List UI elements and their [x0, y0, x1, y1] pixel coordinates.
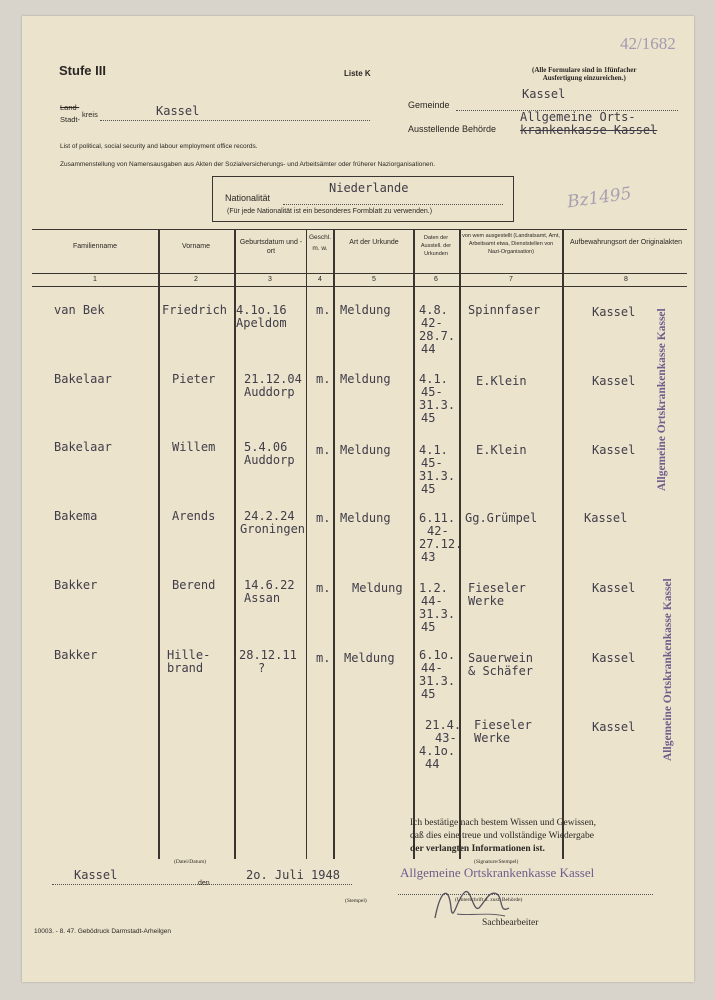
- signature-stamp-label: (Signature/Stempel): [474, 859, 519, 865]
- date-line: 45: [421, 687, 436, 701]
- date-line: 31.3.: [419, 674, 456, 688]
- col-header-3: Geburtsdatum und -ort: [239, 239, 303, 255]
- document-type: Meldung: [352, 581, 403, 595]
- date-line: 27.12.: [419, 537, 463, 551]
- col-header-5: Art der Urkunde: [349, 239, 399, 246]
- clerk-label: Sachbearbeiter: [482, 918, 539, 928]
- form-note-line1: (Alle Formulare sind in 1fünfacher: [532, 66, 637, 74]
- archive-location: Kassel: [592, 305, 636, 319]
- den-label: den: [198, 880, 210, 887]
- nationality-line: [283, 204, 503, 205]
- sex: m.: [316, 511, 331, 525]
- date-line: 42-: [421, 316, 443, 330]
- sex: m.: [316, 651, 331, 665]
- date-line: 21.4.: [425, 718, 462, 732]
- side-stamp-upper: Allgemeine Ortskrankenkasse Kassel: [656, 308, 668, 491]
- col-divider-4: [333, 229, 335, 859]
- authority-value: [520, 111, 657, 137]
- document-page: [22, 16, 694, 982]
- birth-date: 21.12.04: [244, 372, 302, 386]
- document-type: Meldung: [340, 303, 391, 317]
- surname: Bakelaar: [54, 440, 112, 454]
- issuer: E.Klein: [476, 443, 527, 457]
- date-value: 2o. Juli 1948: [246, 868, 340, 882]
- sex: m.: [316, 581, 331, 595]
- certify-line-2: daß dies eine treue und vollständige Wiedergabe: [410, 831, 594, 841]
- date-label: (Datei/Datum): [174, 859, 207, 865]
- surname: van Bek: [54, 303, 105, 317]
- col-divider-7: [562, 229, 564, 859]
- seal-label: (Stempel): [345, 898, 367, 904]
- col-header-2: Vorname: [181, 243, 211, 250]
- archive-location: Kassel: [592, 581, 636, 595]
- date-line: 45-: [421, 385, 443, 399]
- col-header-4: Geschl. m. w.: [308, 234, 332, 252]
- birth-date: 28.12.11: [239, 648, 297, 662]
- municipality-label: Gemeinde: [408, 100, 450, 110]
- firstname: Arends: [172, 509, 216, 523]
- col-number-3: 3: [268, 276, 272, 283]
- archive-location: Kassel: [592, 443, 636, 457]
- date-line: 4.1o.: [419, 744, 456, 758]
- col-number-1: 1: [93, 276, 97, 283]
- col-header-8: Aufbewahrungsort der Originalakten: [569, 239, 683, 246]
- date-line: 42-: [427, 524, 449, 538]
- institution-stamp: Allgemeine Ortskrankenkasse Kassel: [400, 865, 595, 880]
- firstname: Pieter: [172, 372, 216, 386]
- col-divider-3: [306, 229, 307, 859]
- col-number-8: 8: [624, 276, 628, 283]
- archive-location: Kassel: [592, 374, 636, 388]
- firstname-continued: brand: [167, 661, 204, 675]
- surname: Bakker: [54, 578, 98, 592]
- nationality-label: Nationalität: [225, 193, 271, 203]
- col-header-6: Daten der Ausstell. der Urkunden: [420, 235, 452, 257]
- municipality-value: Kassel: [522, 87, 566, 101]
- birth-place: Auddorp: [244, 385, 295, 399]
- birth-place: Assan: [244, 591, 281, 605]
- sex: m.: [316, 303, 331, 317]
- date-line: 4.1.: [419, 443, 448, 457]
- issuer: & Schäfer: [468, 664, 534, 678]
- col-divider-1: [158, 229, 160, 859]
- issuer: Werke: [468, 594, 505, 608]
- birth-place: Auddorp: [244, 453, 295, 467]
- date-line: 44: [425, 757, 440, 771]
- certify-line-1: Ich bestätige nach bestem Wissen und Gewissen,: [410, 818, 596, 828]
- authority-value-line2: krankenkasse Kassel: [520, 123, 658, 137]
- date-line: 44-: [421, 661, 443, 675]
- surname: Bakker: [54, 648, 98, 662]
- date-line: 31.3.: [419, 469, 456, 483]
- form-note: [532, 66, 636, 82]
- col-header-1: Familienname: [73, 243, 117, 250]
- birth-place: ?: [258, 661, 266, 675]
- side-stamp-lower: Allgemeine Ortskrankenkasse Kassel: [662, 578, 674, 761]
- archive-location: Kassel: [584, 511, 628, 525]
- issuer: Fieseler: [474, 718, 532, 732]
- date-line: 4.8.: [419, 303, 448, 317]
- issuer: Sauerwein: [468, 651, 534, 665]
- firstname: Berend: [172, 578, 216, 592]
- birth-date: 4.1o.16: [236, 303, 287, 317]
- col-number-7: 7: [509, 276, 513, 283]
- sex: m.: [316, 443, 331, 457]
- english-description: List of political, social security and labour employment office records.: [60, 143, 258, 150]
- district-label-bottom: Stadt-: [60, 115, 81, 124]
- date-line: 43-: [435, 731, 457, 745]
- authority-label: Ausstellende Behörde: [408, 124, 497, 134]
- date-line: 45-: [421, 456, 443, 470]
- list-label: Liste K: [344, 69, 371, 78]
- date-line: 45: [421, 411, 436, 425]
- sex: m.: [316, 372, 331, 386]
- nationality-value: Niederlande: [329, 181, 409, 195]
- col-number-5: 5: [372, 276, 376, 283]
- col-header-7: von wem ausgestellt (Landratsamt, Amt, Arbeitsamt etwa, Dienststellen von Nazi-Organisation): [462, 233, 560, 255]
- table-header-line: [32, 273, 687, 274]
- date-line: 28.7.: [419, 329, 456, 343]
- firstname: Willem: [172, 440, 216, 454]
- archive-location: Kassel: [592, 720, 636, 734]
- issuer: Spinnfaser: [468, 303, 541, 317]
- district-label-top: Land-: [60, 103, 80, 112]
- firstname: Hille-: [167, 648, 211, 662]
- birth-date: 24.2.24: [244, 509, 295, 523]
- certification-text: [410, 817, 596, 856]
- col-number-6: 6: [434, 276, 438, 283]
- issuer: Fieseler: [468, 581, 526, 595]
- firstname: Friedrich: [162, 303, 228, 317]
- date-line: 44: [421, 342, 436, 356]
- date-line: 6.11.: [419, 511, 456, 525]
- district-line: [100, 120, 370, 121]
- birth-place: Apeldom: [236, 316, 287, 330]
- handwritten-note: Bz1495: [565, 183, 633, 213]
- document-type: Meldung: [340, 511, 391, 525]
- col-number-2: 2: [194, 276, 198, 283]
- authority-value-line1: Allgemeine Orts-: [520, 110, 636, 124]
- birth-date: 5.4.06: [244, 440, 288, 454]
- form-note-line2: Ausfertigung einzureichen.): [542, 74, 626, 82]
- table-number-line: [32, 286, 687, 287]
- issuer: E.Klein: [476, 374, 527, 388]
- district-suffix: kreis: [82, 110, 98, 119]
- sign-label: (Unterschrift d. zust. Behörde): [455, 897, 523, 903]
- birth-date: 14.6.22: [244, 578, 295, 592]
- table-top-line: [32, 229, 687, 230]
- date-line: 43: [421, 550, 436, 564]
- archive-number: 42/1682: [620, 34, 676, 53]
- document-type: Meldung: [340, 443, 391, 457]
- date-line: 31.3.: [419, 398, 456, 412]
- surname: Bakelaar: [54, 372, 112, 386]
- stage-label: Stufe III: [59, 63, 106, 78]
- birth-place: Groningen: [240, 522, 306, 536]
- archive-location: Kassel: [592, 651, 636, 665]
- col-number-4: 4: [318, 276, 322, 283]
- document-type: Meldung: [344, 651, 395, 665]
- date-line: 31.3.: [419, 607, 456, 621]
- nationality-box: [212, 176, 514, 222]
- document-type: Meldung: [340, 372, 391, 386]
- issuer: Gg.Grümpel: [465, 511, 538, 525]
- issuer: Werke: [474, 731, 511, 745]
- certify-line-3: der verlangten Informationen ist.: [410, 844, 545, 854]
- place-value: Kassel: [74, 868, 118, 882]
- date-line: 44-: [421, 594, 443, 608]
- date-line: 45: [421, 482, 436, 496]
- district-value: Kassel: [156, 104, 200, 118]
- printer-imprint: 10003. - 8. 47. Gebödruck Darmstadt-Arheilgen: [34, 928, 171, 935]
- german-description: Zusammenstellung von Namensausgaben aus Akten der Sozialversicherungs- und Arbeitsämter oder früherer Naziorganisationen.: [60, 161, 436, 168]
- date-line: 1.2.: [419, 581, 448, 595]
- surname: Bakema: [54, 509, 98, 523]
- date-line: 45: [421, 620, 436, 634]
- date-line: 6.1o.: [419, 648, 456, 662]
- col-divider-5: [413, 229, 415, 859]
- nationality-note: (Für jede Nationalität ist ein besonderes Formblatt zu verwenden.): [227, 208, 433, 215]
- date-line: 4.1.: [419, 372, 448, 386]
